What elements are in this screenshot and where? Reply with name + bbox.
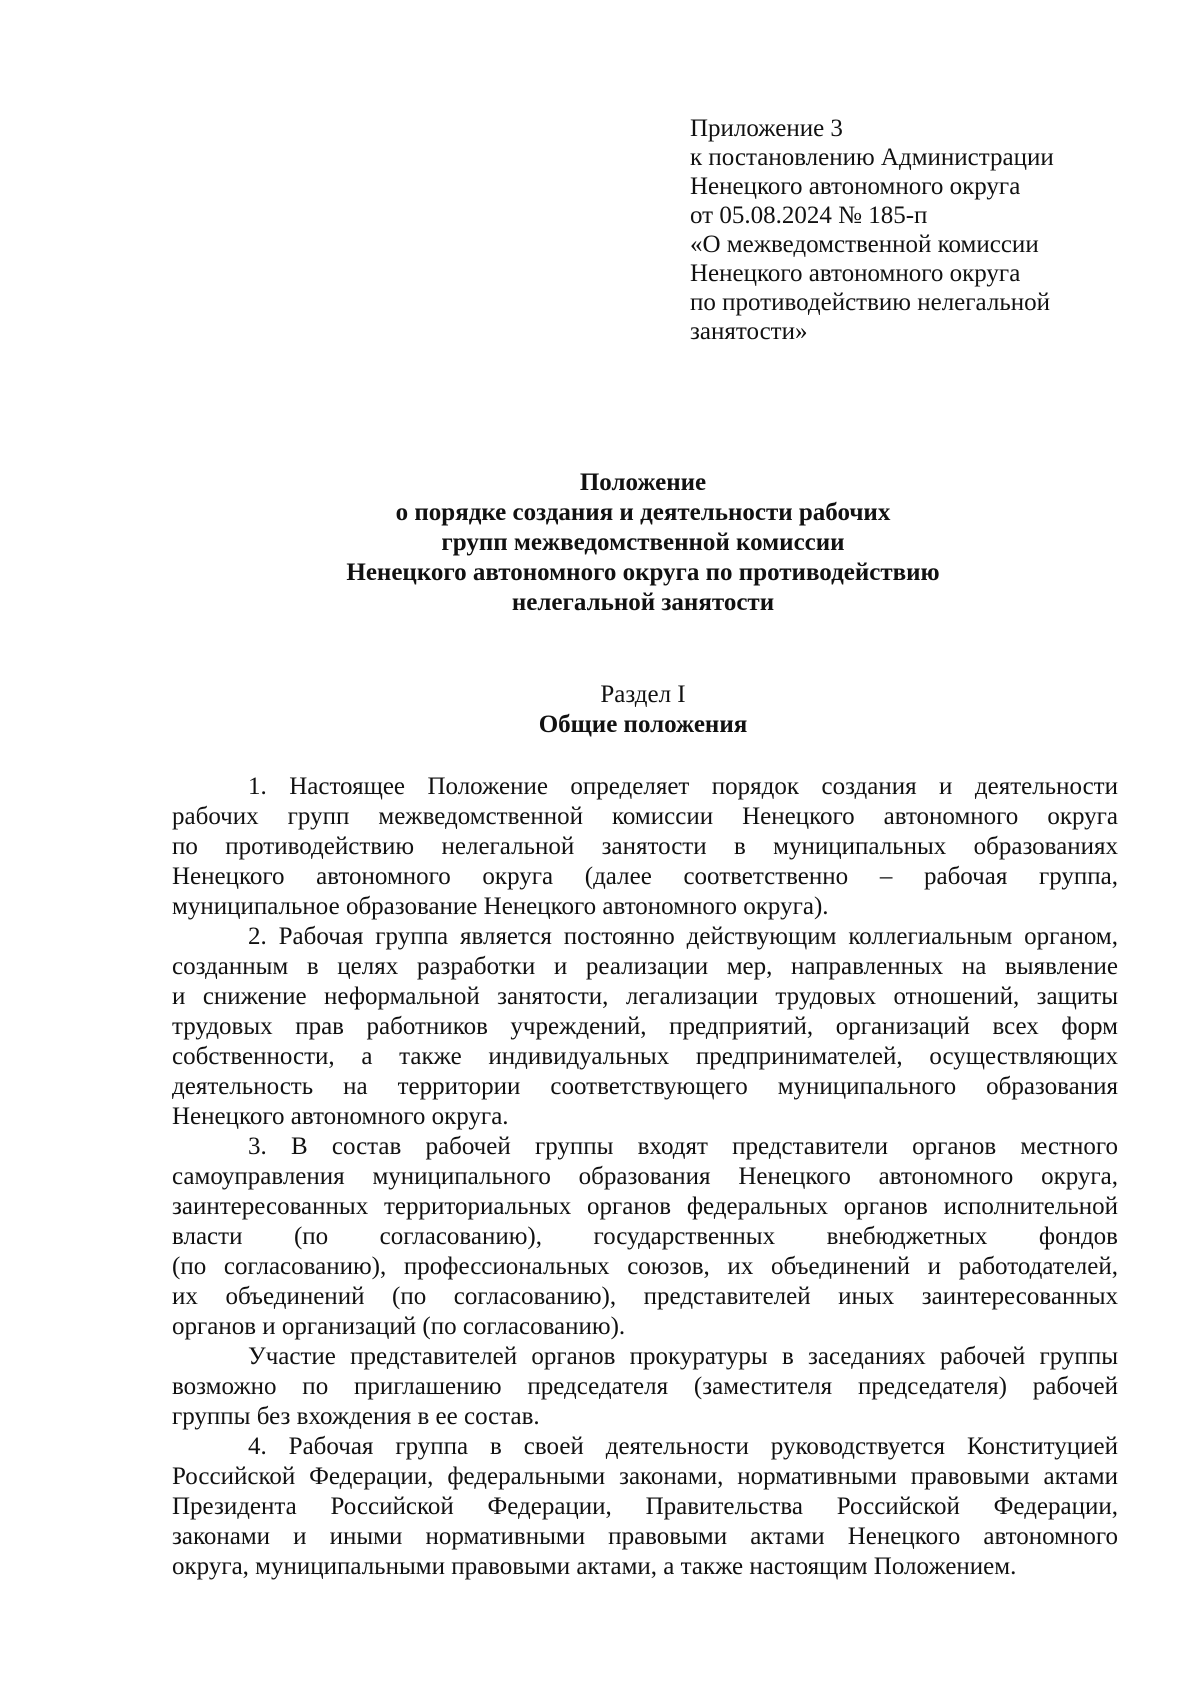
paragraph-line: по противодействию нелегальной занятости в муниципальных образованиях <box>172 833 1118 860</box>
paragraph-line: округа, муниципальными правовыми актами, а также настоящим Положением. <box>172 1553 1017 1580</box>
paragraph-3-continued <box>172 1342 1118 1432</box>
paragraph-line: Ненецкого автономного округа (далее соответственно – рабочая группа, <box>172 863 1118 890</box>
annex-line: Ненецкого автономного округа <box>690 173 1021 200</box>
document-body <box>172 772 1118 1582</box>
annex-line: Приложение 3 <box>690 115 843 142</box>
annex-line: к постановлению Администрации <box>690 144 1054 171</box>
paragraph-line: (по согласованию), профессиональных союзов, их объединений и работодателей, <box>172 1253 1118 1280</box>
paragraph-line: 2. Рабочая группа является постоянно действующим коллегиальным органом, <box>248 923 1118 950</box>
paragraph-line: Участие представителей органов прокуратуры в заседаниях рабочей группы <box>248 1343 1118 1370</box>
paragraph-line: власти (по согласованию), государственных внебюджетных фондов <box>172 1223 1118 1250</box>
paragraph-line: самоуправления муниципального образования Ненецкого автономного округа, <box>172 1163 1118 1190</box>
title-line: Положение <box>579 469 707 496</box>
paragraph-line: трудовых прав работников учреждений, предприятий, организаций всех форм <box>172 1013 1118 1040</box>
document-title <box>170 468 1116 618</box>
annex-header <box>690 114 1160 346</box>
title-line: о порядке создания и деятельности рабочих <box>395 499 891 526</box>
paragraph-line: Российской Федерации, федеральными законами, нормативными правовыми актами <box>172 1463 1118 1490</box>
paragraph-3 <box>172 1132 1118 1342</box>
paragraph-line: 3. В состав рабочей группы входят представители органов местного <box>248 1133 1118 1160</box>
paragraph-line: законами и иными нормативными правовыми актами Ненецкого автономного <box>172 1523 1118 1550</box>
paragraph-2 <box>172 922 1118 1132</box>
paragraph-line: возможно по приглашению председателя (заместителя председателя) рабочей <box>172 1373 1118 1400</box>
paragraph-4 <box>172 1432 1118 1582</box>
paragraph-line: Ненецкого автономного округа. <box>172 1103 509 1130</box>
paragraph-line: 4. Рабочая группа в своей деятельности руководствуется Конституцией <box>248 1433 1118 1460</box>
paragraph-line: их объединений (по согласованию), представителей иных заинтересованных <box>172 1283 1118 1310</box>
paragraph-line: созданным в целях разработки и реализации мер, направленных на выявление <box>172 953 1118 980</box>
paragraph-line: деятельность на территории соответствующего муниципального образования <box>172 1073 1118 1100</box>
annex-line: от 05.08.2024 № 185-п <box>690 202 928 229</box>
paragraph-line: Президента Российской Федерации, Правительства Российской Федерации, <box>172 1493 1118 1520</box>
annex-line: «О межведомственной комиссии <box>690 231 1039 258</box>
section-label: Раздел I <box>600 681 686 708</box>
paragraph-line: и снижение неформальной занятости, легализации трудовых отношений, защиты <box>172 983 1118 1010</box>
paragraph-line: собственности, а также индивидуальных предпринимателей, осуществляющих <box>172 1043 1118 1070</box>
paragraph-line: заинтересованных территориальных органов федеральных органов исполнительной <box>172 1193 1118 1220</box>
paragraph-line: рабочих групп межведомственной комиссии Ненецкого автономного округа <box>172 803 1118 830</box>
paragraph-line: муниципальное образование Ненецкого автономного округа). <box>172 893 829 920</box>
paragraph-line: 1. Настоящее Положение определяет порядок создания и деятельности <box>248 773 1118 800</box>
paragraph-line: группы без вхождения в ее состав. <box>172 1403 540 1430</box>
annex-line: занятости» <box>690 318 808 345</box>
title-line: групп межведомственной комиссии <box>441 529 845 556</box>
paragraph-1 <box>172 772 1118 922</box>
title-line: нелегальной занятости <box>511 589 775 616</box>
paragraph-line: органов и организаций (по согласованию). <box>172 1313 626 1340</box>
annex-line: по противодействию нелегальной <box>690 289 1050 316</box>
section-heading <box>170 680 1116 740</box>
title-line: Ненецкого автономного округа по противодействию <box>346 559 940 586</box>
section-name: Общие положения <box>538 711 748 738</box>
annex-line: Ненецкого автономного округа <box>690 260 1021 287</box>
